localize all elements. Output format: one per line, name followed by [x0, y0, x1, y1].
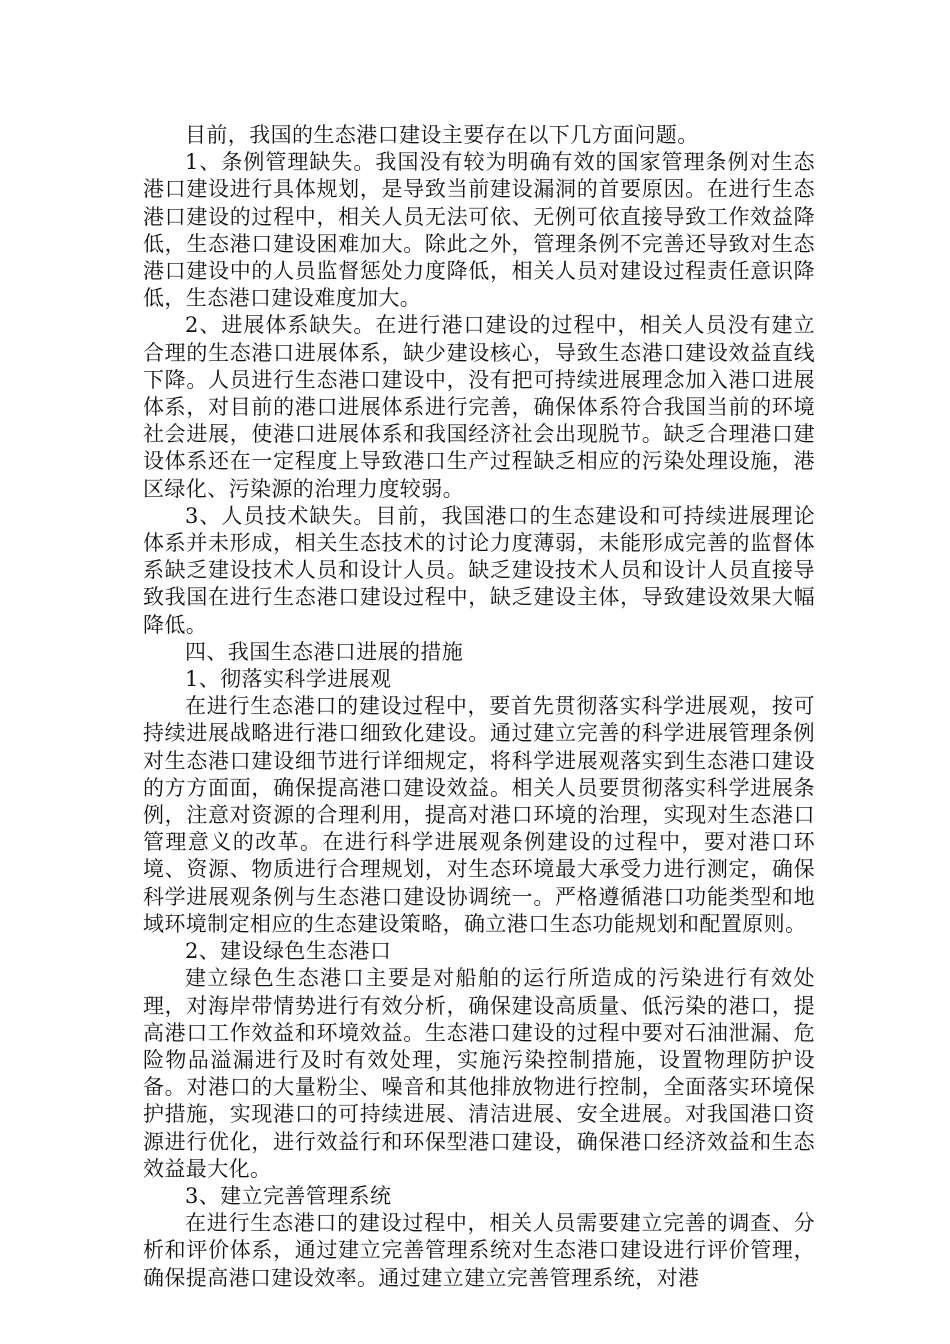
paragraph-management-system: 在进行生态港口的建设过程中，相关人员需要建立完善的调查、分析和评价体系，通过建立完善管理系统对生态港口建设进行评价管理，确保提高港口建设效率。通过建立建立完善管理系统，对港: [143, 1211, 815, 1290]
document-body: [143, 122, 815, 1292]
paragraph-system-lack: 2、进展体系缺失。在进行港口建设的过程中，相关人员没有建立合理的生态港口进展体系，缺少建设核心，导致生态港口建设效益直线下降。人员进行生态港口建设中，没有把可持续进展理念加入港口进展体系，对目前的港口进展体系进行完善，确保体系符合我国当前的环境社会进展，使港口进展体系和我国经济社会出现脱节。缺乏合理港口建设体系还在一定程度上导致港口生产过程缺乏相应的污染处理设施，港区绿化、污染源的治理力度较弱。: [143, 313, 815, 501]
subheading-management-system: 3、建立完善管理系统: [185, 1183, 392, 1208]
subheading-green-port: 2、建设绿色生态港口: [185, 939, 392, 964]
paragraph-green-port: 建立绿色生态港口主要是对船舶的运行所造成的污染进行有效处理，对海岸带情势进行有效分析，确保建设高质量、低污染的港口，提高港口工作效益和环境效益。生态港口建设的过程中要对石油泄漏、危险物品溢漏进行及时有效处理，实施污染控制措施，设置物理防护设备。对港口的大量粉尘、噪音和其他排放物进行控制，全面落实环境保护措施，实现港口的可持续进展、清洁进展、安全进展。对我国港口资源进行优化，进行效益行和环保型港口建设，确保港口经济效益和生态效益最大化。: [143, 966, 815, 1181]
subheading-scientific-development: 1、彻落实科学进展观: [185, 667, 392, 692]
paragraph-regulation-lack: 1、条例管理缺失。我国没有较为明确有效的国家管理条例对生态港口建设进行具体规划，是导致当前建设漏洞的首要原因。在进行生态港口建设的过程中，相关人员无法可依、无例可依直接导致工作效益降低，生态港口建设困难加大。除此之外，管理条例不完善还导致对生态港口建设中的人员监督惩处力度降低，相关人员对建设过程责任意识降低，生态港口建设难度加大。: [143, 150, 815, 311]
paragraph-technical-staff-lack: 3、人员技术缺失。目前，我国港口的生态建设和可持续进展理论体系并未形成，相关生态技术的讨论力度薄弱，未能形成完善的监督体系缺乏建设技术人员和设计人员。缺乏建设技术人员和设计人员直接导致我国在进行生态港口建设过程中，缺乏建设主体，导致建设效果大幅降低。: [143, 503, 815, 637]
intro-paragraph: 目前，我国的生态港口建设主要存在以下几方面问题。: [185, 123, 699, 147]
paragraph-scientific-development: 在进行生态港口的建设过程中，要首先贯彻落实科学进展观，按可持续进展战略进行港口细致化建设。通过建立完善的科学进展管理条例对生态港口建设细节进行详细规定，将科学进展观落实到生态港口建设的方方面面，确保提高港口建设效益。相关人员要贯彻落实科学进展条例，注意对资源的合理利用，提高对港口环境的治理，实现对生态港口管理意义的改革。在进行科学进展观条例建设的过程中，要对港口环境、资源、物质进行合理规划，对生态环境最大承受力进行测定，确保科学进展观条例与生态港口建设协调统一。严格遵循港口功能类型和地域环境制定相应的生态建设策略，确立港口生态功能规划和配置原则。: [143, 694, 815, 936]
section-heading-measures: 四、我国生态港口进展的措施: [185, 639, 464, 664]
